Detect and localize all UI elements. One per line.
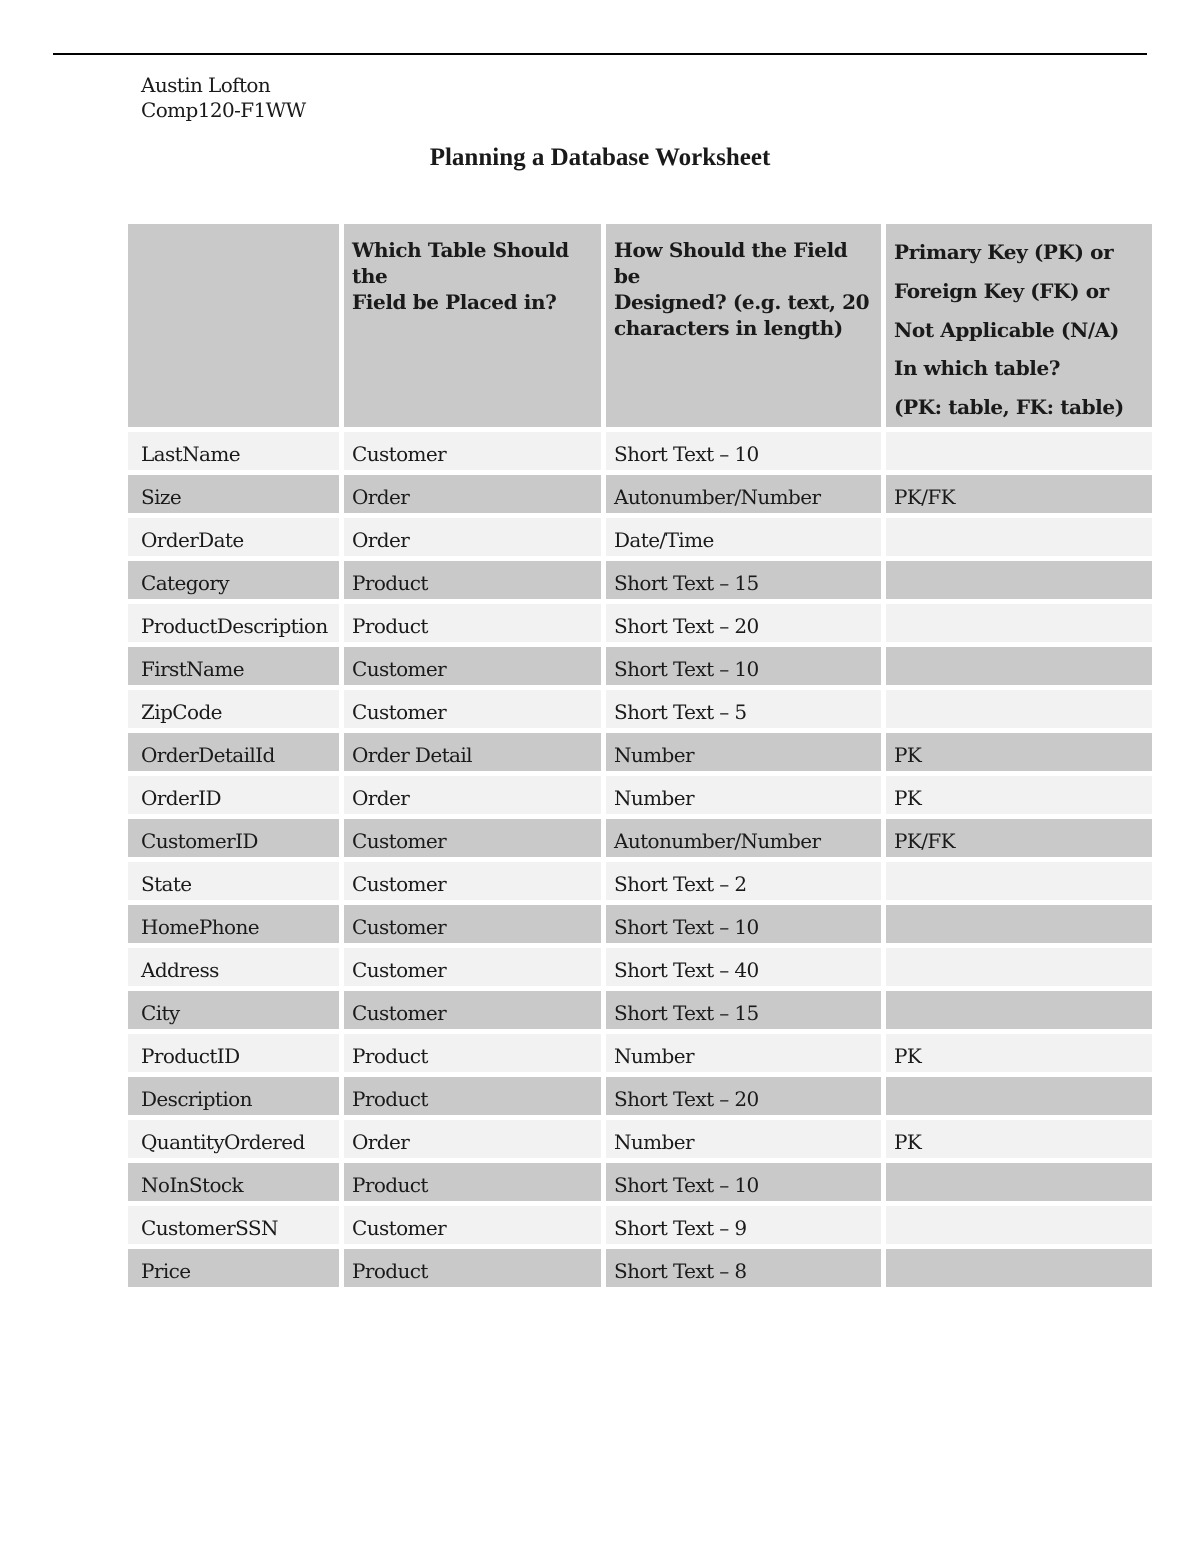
table-name-cell: Order Detail [344,733,601,771]
header-design: How Should the Field be Designed? (e.g. text, 20 characters in length) [606,224,881,427]
field-design-cell: Short Text – 10 [606,432,881,470]
top-rule [53,53,1147,55]
table-name-cell: Product [344,1249,601,1287]
field-name-cell: ProductID [128,1034,339,1072]
table-row [128,432,1152,470]
field-design-cell: Short Text – 2 [606,862,881,900]
table-row [128,1077,1152,1115]
field-name-cell: NoInStock [128,1163,339,1201]
table-row [128,647,1152,685]
key-cell: PK [886,733,1152,771]
table-name-cell: Order [344,1120,601,1158]
field-design-cell: Short Text – 20 [606,604,881,642]
field-name-cell: City [128,991,339,1029]
field-design-cell: Short Text – 15 [606,991,881,1029]
field-name-cell: OrderID [128,776,339,814]
course-code: Comp120-F1WW [141,98,306,122]
field-design-cell: Short Text – 15 [606,561,881,599]
field-design-cell: Number [606,1120,881,1158]
field-name-cell: Size [128,475,339,513]
key-cell [886,948,1152,986]
field-name-cell: LastName [128,432,339,470]
key-cell [886,1163,1152,1201]
field-name-cell: ProductDescription [128,604,339,642]
key-cell [886,1249,1152,1287]
header-key: Primary Key (PK) or Foreign Key (FK) or Not Applicable (N/A) In which table? (PK: table, FK: table) [886,224,1152,427]
field-name-cell: CustomerSSN [128,1206,339,1244]
field-name-cell: Description [128,1077,339,1115]
key-cell [886,991,1152,1029]
table-body [128,432,1152,1287]
key-cell [886,690,1152,728]
field-name-cell: FirstName [128,647,339,685]
field-name-cell: OrderDetailId [128,733,339,771]
key-cell [886,905,1152,943]
table-row [128,733,1152,771]
author-name: Austin Lofton [141,73,271,97]
field-name-cell: QuantityOrdered [128,1120,339,1158]
field-name-cell: OrderDate [128,518,339,556]
table-row [128,561,1152,599]
table-name-cell: Order [344,518,601,556]
table-name-cell: Product [344,604,601,642]
table-name-cell: Customer [344,991,601,1029]
field-design-cell: Short Text – 10 [606,1163,881,1201]
table-name-cell: Order [344,475,601,513]
field-name-cell: HomePhone [128,905,339,943]
table-row [128,1034,1152,1072]
field-name-cell: CustomerID [128,819,339,857]
table-row [128,991,1152,1029]
field-design-cell: Short Text – 10 [606,905,881,943]
table-name-cell: Customer [344,432,601,470]
worksheet-table [123,219,1157,1292]
table-name-cell: Customer [344,862,601,900]
field-design-cell: Short Text – 5 [606,690,881,728]
field-name-cell: Category [128,561,339,599]
key-cell: PK [886,776,1152,814]
key-cell [886,561,1152,599]
table-row [128,475,1152,513]
table-name-cell: Product [344,561,601,599]
key-cell [886,604,1152,642]
table-row [128,862,1152,900]
table-row [128,518,1152,556]
table-row [128,604,1152,642]
author-block [141,73,306,123]
field-design-cell: Short Text – 10 [606,647,881,685]
table-row [128,1163,1152,1201]
table-row [128,948,1152,986]
field-design-cell: Date/Time [606,518,881,556]
table-row [128,1120,1152,1158]
key-cell [886,647,1152,685]
field-name-cell: State [128,862,339,900]
key-cell [886,1077,1152,1115]
table-name-cell: Customer [344,948,601,986]
table-row [128,1249,1152,1287]
table-name-cell: Customer [344,690,601,728]
field-design-cell: Short Text – 8 [606,1249,881,1287]
table-name-cell: Product [344,1077,601,1115]
table-row [128,819,1152,857]
key-cell: PK/FK [886,475,1152,513]
document-title: Planning a Database Worksheet [429,144,771,171]
key-cell: PK/FK [886,819,1152,857]
field-design-cell: Number [606,733,881,771]
table-name-cell: Product [344,1163,601,1201]
key-cell: PK [886,1034,1152,1072]
field-design-cell: Number [606,1034,881,1072]
field-design-cell: Autonumber/Number [606,475,881,513]
table-name-cell: Product [344,1034,601,1072]
key-cell [886,432,1152,470]
key-cell: PK [886,1120,1152,1158]
key-cell [886,1206,1152,1244]
header-field [128,224,339,427]
table-name-cell: Order [344,776,601,814]
table-row [128,690,1152,728]
table-name-cell: Customer [344,819,601,857]
table-row [128,1206,1152,1244]
table-name-cell: Customer [344,905,601,943]
field-name-cell: Price [128,1249,339,1287]
table-name-cell: Customer [344,1206,601,1244]
field-design-cell: Autonumber/Number [606,819,881,857]
table-row [128,776,1152,814]
header-table: Which Table Should the Field be Placed in? [344,224,601,427]
field-design-cell: Short Text – 9 [606,1206,881,1244]
field-name-cell: ZipCode [128,690,339,728]
table-name-cell: Customer [344,647,601,685]
key-cell [886,518,1152,556]
header-row [128,224,1152,427]
table-row [128,905,1152,943]
field-design-cell: Short Text – 40 [606,948,881,986]
field-name-cell: Address [128,948,339,986]
field-design-cell: Number [606,776,881,814]
key-cell [886,862,1152,900]
field-design-cell: Short Text – 20 [606,1077,881,1115]
